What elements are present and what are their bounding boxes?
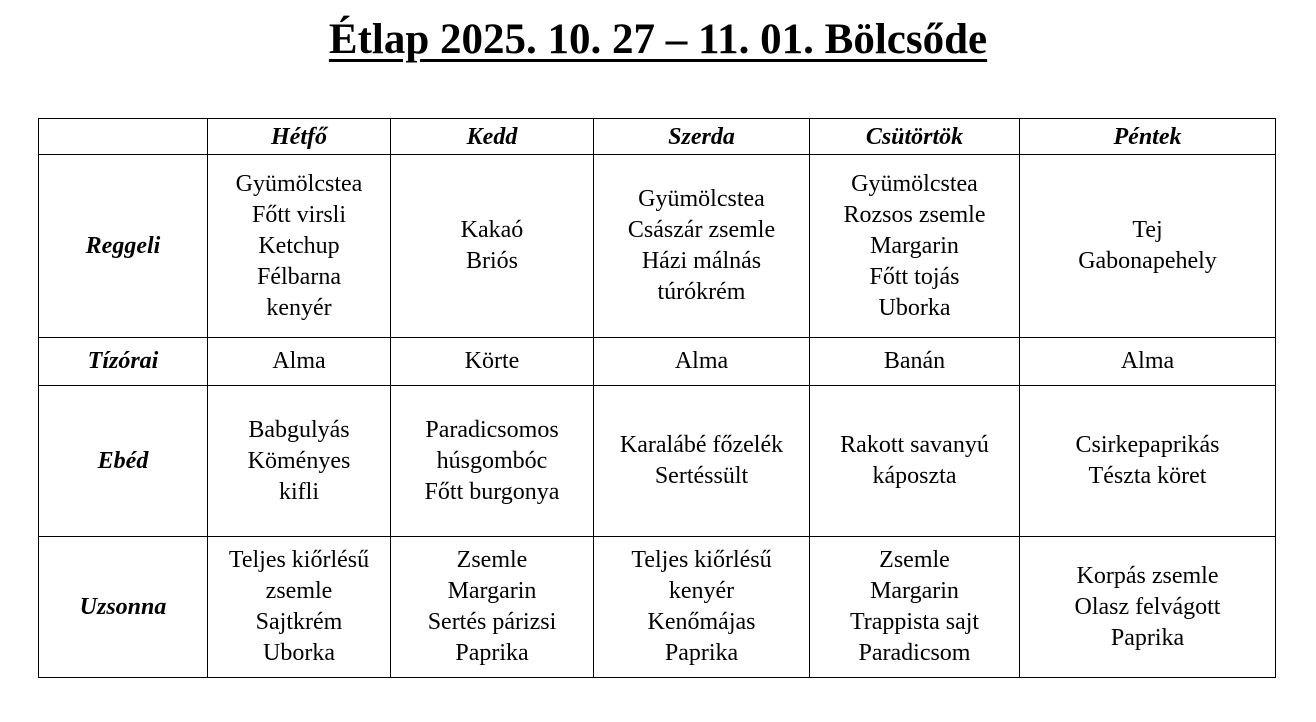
- menu-item: kifli: [279, 478, 319, 505]
- header-day-tuesday: Kedd: [391, 119, 594, 155]
- header-day-friday: Péntek: [1020, 119, 1276, 155]
- menu-item: káposzta: [872, 463, 957, 489]
- menu-item: Tészta köret: [1088, 463, 1207, 489]
- meal-name: Ebéd: [39, 386, 208, 537]
- page-title: [0, 12, 1316, 68]
- menu-cell-thursday: [810, 537, 1020, 678]
- menu-cell-monday: [208, 338, 391, 386]
- menu-item: Gyümölcstea: [638, 186, 765, 212]
- menu-item: Házi málnás: [641, 248, 762, 274]
- menu-cell-friday: [1020, 155, 1276, 338]
- menu-item: Gyümölcstea: [851, 170, 978, 197]
- menu-cell-monday: [208, 537, 391, 678]
- menu-cell-friday: [1020, 338, 1276, 386]
- menu-cell-thursday: [810, 155, 1020, 338]
- header-row: [39, 119, 1276, 155]
- meal-row: [39, 537, 1276, 678]
- menu-cell-wednesday: [594, 338, 810, 386]
- menu-item: túrókrém: [657, 279, 746, 305]
- menu-item: Paprika: [664, 640, 739, 666]
- menu-item: Alma: [1120, 348, 1175, 374]
- header-day-monday: Hétfő: [208, 119, 391, 155]
- menu-item: Paprika: [1110, 624, 1185, 651]
- menu-cell-tuesday: [391, 338, 594, 386]
- menu-item: Főtt virsli: [251, 201, 347, 228]
- menu-item: Császár zsemle: [627, 217, 776, 243]
- meal-row: [39, 155, 1276, 338]
- menu-cell-wednesday: [594, 537, 810, 678]
- menu-item: Teljes kiőrlésű: [228, 547, 370, 573]
- menu-item: Főtt burgonya: [424, 478, 560, 505]
- menu-item: Sertéssült: [654, 463, 749, 489]
- menu-item: Korpás zsemle: [1076, 562, 1219, 589]
- menu-item: Trappista sajt: [849, 609, 980, 635]
- menu-item: Kenőmájas: [647, 609, 756, 635]
- meal-name: Reggeli: [39, 155, 208, 338]
- menu-item: Főtt tojás: [869, 263, 960, 290]
- menu-table: [38, 118, 1276, 678]
- menu-item: Kakaó: [460, 217, 524, 243]
- meal-row: [39, 386, 1276, 537]
- menu-item: Alma: [272, 348, 326, 374]
- menu-item: Rozsos zsemle: [843, 201, 986, 228]
- menu-item: Margarin: [870, 232, 959, 259]
- menu-item: Paradicsomos: [425, 416, 559, 443]
- menu-item: Teljes kiőrlésű: [631, 547, 772, 573]
- menu-cell-monday: [208, 155, 391, 338]
- menu-item: Uborka: [878, 294, 951, 321]
- menu-item: Babgulyás: [248, 416, 350, 443]
- menu-item: Olasz felvágott: [1074, 593, 1221, 620]
- menu-item: Margarin: [447, 578, 537, 604]
- menu-item: Banán: [883, 348, 946, 374]
- menu-cell-wednesday: [594, 155, 810, 338]
- menu-item: Csirkepaprikás: [1075, 432, 1220, 458]
- menu-cell-friday: [1020, 386, 1276, 537]
- menu-item: Alma: [674, 348, 729, 374]
- menu-item: húsgombóc: [436, 447, 548, 474]
- menu-item: Zsemle: [879, 547, 950, 573]
- menu-item: Paradicsom: [858, 640, 971, 666]
- menu-item: Briós: [465, 248, 518, 274]
- meal-row: [39, 338, 1276, 386]
- menu-item: Uborka: [263, 640, 335, 666]
- menu-item: Tej: [1132, 217, 1163, 243]
- menu-item: Rakott savanyú: [840, 432, 989, 458]
- menu-item: Ketchup: [258, 232, 340, 259]
- meal-name: Uzsonna: [39, 537, 208, 678]
- menu-item: Gabonapehely: [1078, 248, 1217, 274]
- header-day-wednesday: Szerda: [594, 119, 810, 155]
- menu-item: Sertés párizsi: [427, 609, 557, 635]
- menu-item: Gyümölcstea: [235, 170, 363, 197]
- menu-cell-tuesday: [391, 537, 594, 678]
- menu-item: Margarin: [870, 578, 959, 604]
- menu-item: kenyér: [668, 578, 735, 604]
- menu-item: Körte: [464, 348, 520, 374]
- menu-item: kenyér: [266, 294, 332, 321]
- menu-cell-thursday: [810, 338, 1020, 386]
- menu-cell-thursday: [810, 386, 1020, 537]
- header-day-thursday: Csütörtök: [810, 119, 1020, 155]
- menu-item: zsemle: [265, 578, 333, 604]
- menu-item: Köményes: [247, 447, 351, 474]
- header-corner-cell: [39, 119, 208, 155]
- page-title-text: Étlap 2025. 10. 27 – 11. 01. Bölcsőde: [328, 16, 988, 63]
- menu-item: Sajtkrém: [255, 609, 343, 635]
- menu-item: Zsemle: [456, 547, 528, 573]
- menu-item: Paprika: [455, 640, 529, 666]
- menu-cell-tuesday: [391, 155, 594, 338]
- menu-cell-friday: [1020, 537, 1276, 678]
- menu-cell-tuesday: [391, 386, 594, 537]
- menu-item: Karalábé főzelék: [619, 432, 784, 458]
- menu-cell-monday: [208, 386, 391, 537]
- menu-cell-wednesday: [594, 386, 810, 537]
- meal-name: Tízórai: [39, 338, 208, 386]
- menu-item: Félbarna: [257, 263, 341, 290]
